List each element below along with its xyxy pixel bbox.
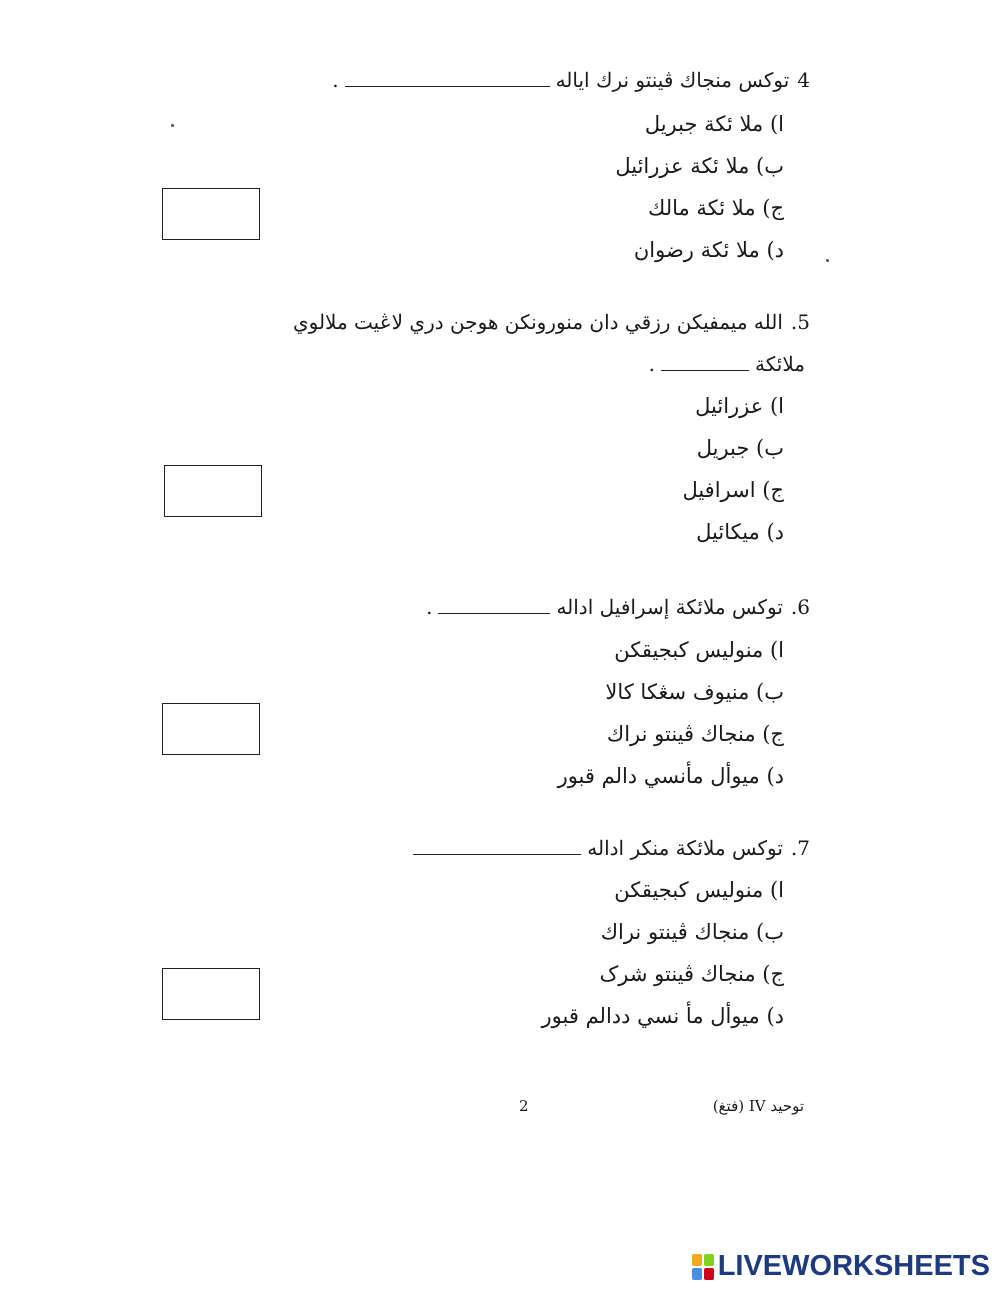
brand-name: LIVEWORKSHEETS — [717, 1250, 990, 1282]
question-4-number: 4 — [797, 68, 810, 92]
question-6-option-c: ج) منجاك ڤينتو نراك — [606, 722, 784, 746]
question-4-text: توكس منجاك ڤينتو نرك اياله — [555, 68, 790, 92]
question-4-option-d: د) ملا ئكة رضوان — [633, 238, 784, 262]
scan-speck — [826, 259, 829, 262]
question-6-number: 6. — [790, 595, 810, 619]
question-4-option-c: ج) ملا ئكة مالك — [648, 196, 784, 220]
question-6-option-b: ب) منيوف سڠكا كالا — [605, 680, 784, 704]
question-5-stem — [293, 308, 810, 336]
question-7-option-c: ج) منجاك ڤينتو شرک — [599, 962, 784, 986]
question-7-option-b: ب) منجاك ڤينتو نراك — [600, 920, 784, 944]
logo-tile — [692, 1268, 702, 1280]
question-5-number: 5. — [790, 310, 810, 334]
question-4-stem: 4توكس منجاك ڤينتو نرك اياله. — [332, 68, 810, 92]
question-7-option-d: د) ميوأل مأ نسي ددالم قبور — [541, 1004, 784, 1028]
liveworksheets-logo-icon — [692, 1254, 714, 1280]
question-7-stem — [407, 834, 810, 862]
question-5-option-b: ب) جبريل — [696, 436, 784, 460]
question-5-blank[interactable] — [661, 356, 749, 371]
question-7-answer-box[interactable] — [162, 968, 260, 1020]
question-7-text: توكس ملائكة منكر اداله — [587, 836, 783, 860]
question-5-stem-line-2: ملائكة. — [648, 352, 805, 376]
footer-page-number: 2 — [519, 1097, 529, 1115]
scan-speck — [171, 124, 174, 127]
logo-tile — [704, 1268, 714, 1280]
question-5-option-a: ا) عزرائيل — [695, 394, 784, 418]
question-5-text: الله ميمفيكن رزقي دان منورونكن هوجن دري لاڠيت ملالوي — [292, 310, 783, 334]
question-6-option-a: ا) منوليس كبجيقكن — [614, 638, 784, 662]
footer-subject: توحيد IV (فتغ) — [712, 1097, 804, 1115]
question-6-text: توكس ملائكة إسرافيل اداله — [556, 595, 783, 619]
question-5-text-2: ملائكة — [755, 352, 805, 376]
question-5-answer-box[interactable] — [164, 465, 262, 517]
logo-tile — [704, 1254, 714, 1266]
question-4-answer-box[interactable] — [162, 188, 260, 240]
question-7-blank[interactable] — [413, 840, 581, 855]
question-6-option-d: د) ميوأل مأنسي دالم قبور — [557, 764, 784, 788]
liveworksheets-brand — [692, 1250, 990, 1283]
question-6-blank[interactable] — [438, 599, 550, 614]
question-4-option-b: ب) ملا ئكة عزرائيل — [615, 154, 784, 178]
question-6-answer-box[interactable] — [162, 703, 260, 755]
question-5-option-d: د) ميكائيل — [696, 520, 784, 544]
question-7-number: 7. — [790, 836, 810, 860]
question-4-blank[interactable] — [345, 72, 550, 87]
question-5-option-c: ج) اسرافيل — [682, 478, 784, 502]
question-4-option-a: ا) ملا ئكة جبريل — [644, 112, 784, 136]
question-7-option-a: ا) منوليس كبجيقكن — [614, 878, 784, 902]
logo-tile — [692, 1254, 702, 1266]
question-6-stem: 6.توكس ملائكة إسرافيل اداله. — [426, 595, 810, 619]
